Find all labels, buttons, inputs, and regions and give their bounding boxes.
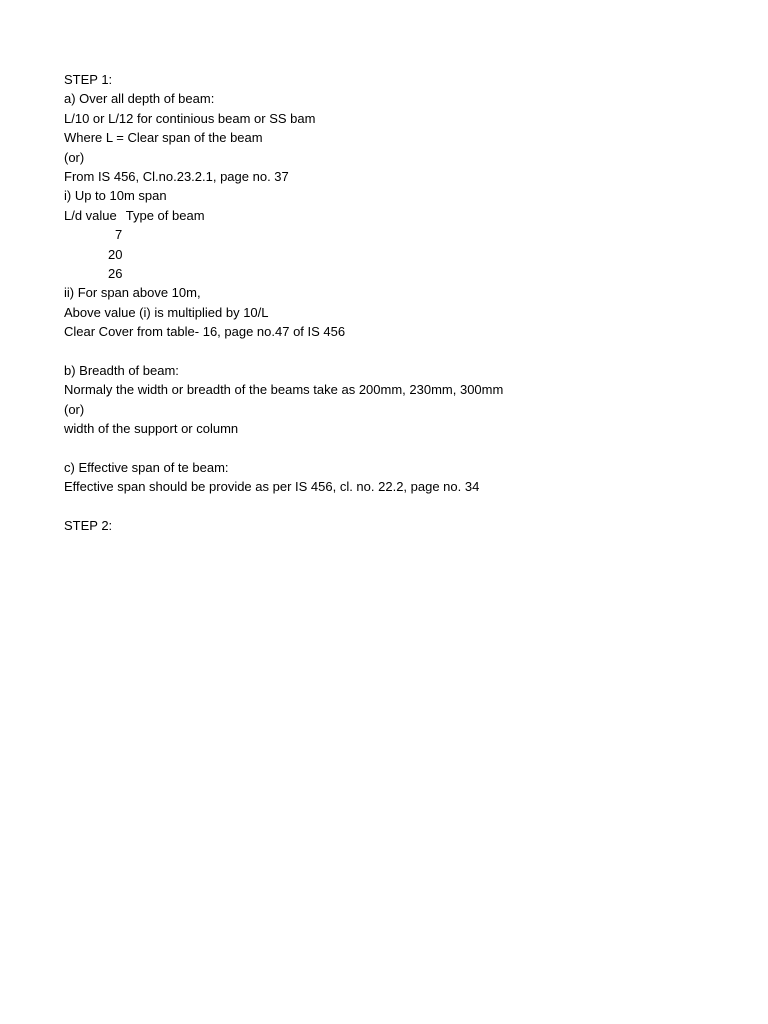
section-a-heading: a) Over all depth of beam: bbox=[64, 91, 215, 107]
table-row bbox=[64, 225, 744, 244]
table-value: 20 bbox=[108, 246, 123, 262]
section-b-heading: b) Breadth of beam: bbox=[64, 362, 179, 378]
step1-heading: STEP 1: bbox=[64, 72, 113, 87]
table-row bbox=[64, 245, 744, 264]
section-c-heading: c) Effective span of te beam: bbox=[64, 459, 229, 475]
table-value: 26 bbox=[108, 265, 123, 281]
document-page bbox=[64, 70, 744, 535]
section-a-text: Above value (i) is multiplied by 10/L bbox=[64, 304, 269, 320]
table-header bbox=[64, 206, 744, 225]
spacer bbox=[64, 497, 744, 516]
section-c-text: Effective span should be provide as per IS 456, cl. no. 22.2, page no. 34 bbox=[64, 479, 480, 495]
section-a-text: Clear Cover from table- 16, page no.47 of IS 456 bbox=[64, 324, 346, 340]
table-row bbox=[64, 264, 744, 283]
table-col-ld-value: L/d value bbox=[64, 207, 117, 223]
section-a-text: L/10 or L/12 for continious beam or SS bam bbox=[64, 110, 316, 126]
section-a-text: ii) For span above 10m, bbox=[64, 285, 201, 301]
table-value: 7 bbox=[115, 227, 123, 243]
section-a-text: From IS 456, Cl.no.23.2.1, page no. 37 bbox=[64, 168, 289, 184]
step2-heading: STEP 2: bbox=[64, 517, 113, 533]
section-b-or: (or) bbox=[64, 401, 85, 417]
section-b-text: width of the support or column bbox=[64, 421, 239, 437]
section-a-or: (or) bbox=[64, 149, 85, 165]
table-col-type-of-beam: Type of beam bbox=[125, 207, 205, 223]
spacer bbox=[64, 341, 744, 360]
spacer bbox=[64, 438, 744, 457]
section-a-text: i) Up to 10m span bbox=[64, 188, 167, 204]
section-a-text: Where L = Clear span of the beam bbox=[64, 130, 263, 146]
section-b-text: Normaly the width or breadth of the beams take as 200mm, 230mm, 300mm bbox=[64, 382, 504, 398]
